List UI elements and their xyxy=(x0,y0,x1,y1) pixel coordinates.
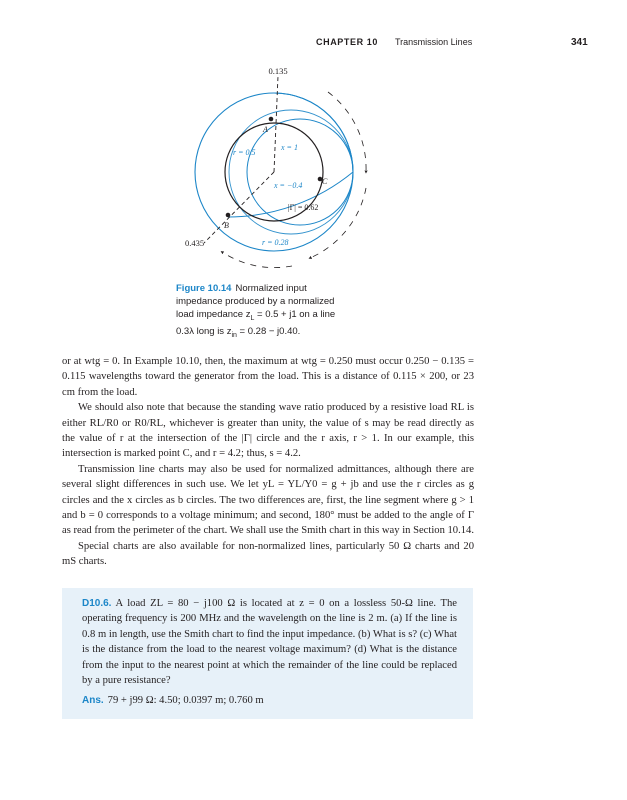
caption-label: Figure 10.14 xyxy=(176,283,232,294)
wtg-arrow-arc-2 xyxy=(310,188,366,258)
section-title: Transmission Lines xyxy=(395,37,473,47)
paragraph-3: Transmission line charts may also be used for normalized admittances, although there are several slight differences in such use. We let yL = YL/Y0 = g + jb and use the r circles as g circles and the x circles as b circles. The two differences are, first, the line segment where g > 1 and b = 0 corresponds to a voltage minimum; and second, 180° must be added to the angle of Γ as read from the perimeter of the chart. We shall use the Smith chart in this way in Section 10.14. xyxy=(62,463,474,537)
label-x-1: x = 1 xyxy=(281,143,298,152)
drill-text xyxy=(82,596,457,688)
x-arc-1 xyxy=(274,93,353,172)
wtg-arrow-arc xyxy=(328,92,366,172)
paragraph-1: or at wtg = 0. In Example 10.10, then, the maximum at wtg = 0.250 must occur 0.250 − 0.135 = 0.115 wavelengths toward the generator from the load. This is a distance of 0.115 × 200, or 23 cm from the load. xyxy=(62,356,474,398)
label-r-0-5: r = 0.5 xyxy=(233,148,256,157)
drill-question: A load ZL = 80 − j100 Ω is located at z = 0 on a lossless 50-Ω line. The operating frequency is 200 MHz and the wavelength on the line is 2 m. (a) If the line is 0.8 m in length, use the Smith chart to find the input impedance. (b) What is s? (c) What is the distance from the load to the nearest voltage maximum? (d) What is the distance from the input to the nearest point at which the remainder of the line could be replaced by a pure resistance? xyxy=(82,598,457,687)
chapter-label: CHAPTER 10 xyxy=(316,37,379,47)
label-gamma: |Γ| = 0.62 xyxy=(288,203,319,212)
label-r-0-28: r = 0.28 xyxy=(262,238,289,247)
label-point-b: B xyxy=(224,221,229,230)
running-header xyxy=(0,37,627,51)
label-wtg-0-435: 0.435 xyxy=(185,238,205,248)
point-b-dot xyxy=(226,213,231,218)
wtg-arrow-arc-3 xyxy=(222,252,292,268)
r-circle-0-28 xyxy=(229,110,353,234)
drill-problem-box xyxy=(62,588,473,719)
label-wtg-0-135: 0.135 xyxy=(268,66,288,76)
drill-answer xyxy=(82,695,264,706)
drill-label: D10.6. xyxy=(82,598,112,609)
body-text xyxy=(62,354,474,570)
label-point-c: C xyxy=(322,177,328,186)
paragraph-4: Special charts are also available for non-normalized lines, particularly 50 Ω charts and 20 mS charts. xyxy=(62,540,474,568)
caption-line-3: load impedance $z_L = 0.5 + j1$ on a line xyxy=(176,309,336,322)
label-point-a: A xyxy=(263,125,268,134)
caption-line-2: impedance produced by a normalized xyxy=(176,296,335,307)
caption-line-1: Figure 10.14 Normalized input xyxy=(176,283,307,294)
answer-label: Ans. xyxy=(82,695,104,706)
page-number: 341 xyxy=(571,37,588,48)
figure-caption xyxy=(176,282,376,342)
smith-chart-figure xyxy=(170,62,370,284)
radial-line-0-435 xyxy=(204,172,274,243)
label-x-neg-0-4: x = −0.4 xyxy=(274,181,303,190)
paragraph-2: We should also note that because the standing wave ratio produced by a resistive load RL is either RL/R0 or R0/RL, whichever is greater than unity, the value of s may be read directly as the value of r at the intersection of the |Γ| circle and the r axis, r > 1. In our example, this intersection is marked point C, and r = 4.2; thus, s = 4.2. xyxy=(62,402,474,460)
point-a-dot xyxy=(269,117,274,122)
caption-line-4: 0.3λ long is $z_{in} = 0.28 - j0.40$. xyxy=(176,325,301,339)
answer-text: 79 + j99 Ω: 4.50; 0.0397 m; 0.760 m xyxy=(107,695,264,706)
